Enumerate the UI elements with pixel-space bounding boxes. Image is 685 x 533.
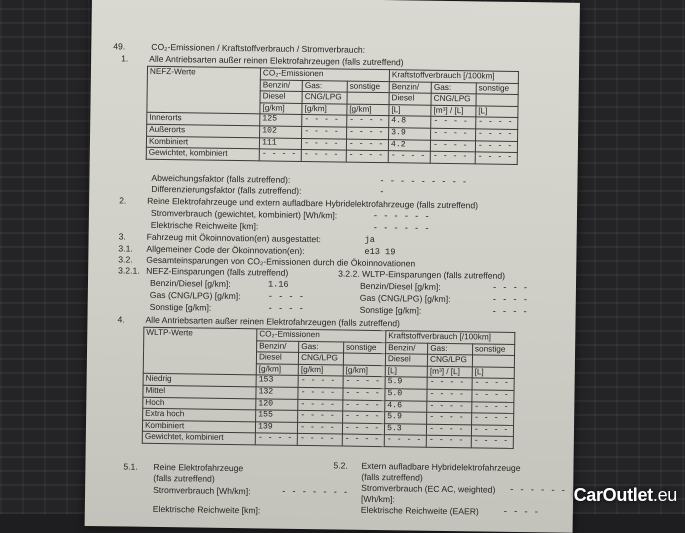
wltp-sub2: CNG/LPG bbox=[299, 353, 344, 365]
wltp-unit: [g/km] bbox=[298, 364, 343, 376]
s52-sub: (falls zutreffend) bbox=[361, 471, 423, 483]
wltp-saving-label: Sonstige [g/km]: bbox=[359, 304, 422, 316]
s3-text: Fahrzeug mit Ökoinnovation(en) ausgestattet: bbox=[146, 231, 322, 245]
s1-title: Alle Antriebsarten außer reinen Elektrofahrzeugen (falls zutreffend) bbox=[149, 53, 404, 68]
nefz-saving-label: Benzin/Diesel [g/km]: bbox=[149, 277, 231, 289]
stromverbrauch-label: Stromverbrauch (gewichtet, kombiniert) [Wh/km]: bbox=[150, 207, 338, 221]
wltp-saving-value: - - - - bbox=[491, 282, 529, 294]
cell-value: - - - - bbox=[475, 129, 517, 141]
cell-value: - - - - bbox=[471, 436, 513, 448]
s31-number: 3.1. bbox=[118, 243, 133, 254]
nefz-saving-value: 1.16 bbox=[267, 279, 289, 290]
cell-value: - - - - bbox=[343, 400, 385, 412]
wltp-unit: [m³] / [L] bbox=[427, 366, 472, 378]
cell-value: - - - - bbox=[431, 117, 476, 129]
cell-value: 3.9 bbox=[389, 128, 431, 140]
s51-number: 5.1. bbox=[123, 461, 138, 472]
cell-value: - - - - bbox=[427, 378, 472, 390]
row-label: Außerorts bbox=[147, 124, 260, 137]
s52-eaer-value: - - - - bbox=[502, 506, 540, 518]
row-label: Gewichtet, kombiniert bbox=[146, 147, 259, 160]
s4-number: 4. bbox=[117, 314, 125, 325]
wltp-saving-value: - - - - bbox=[491, 294, 528, 306]
nefz-unit: [L] bbox=[389, 104, 431, 116]
nefz-sub1: sonstige bbox=[347, 81, 389, 93]
section-number-49: 49. bbox=[113, 41, 126, 52]
wltp-sub1: Gas: bbox=[299, 341, 344, 353]
watermark-main: CarOutlet bbox=[573, 485, 653, 505]
cell-value: - - - - bbox=[427, 389, 472, 401]
cell-value: - - - - bbox=[430, 140, 475, 152]
cell-value: - - - - bbox=[475, 140, 517, 152]
row-label: Niedrig bbox=[143, 374, 256, 387]
cell-value: 4.2 bbox=[388, 139, 430, 151]
nefz-sub1: sonstige bbox=[476, 82, 518, 94]
abweichung-label: Abweichungsfaktor (falls zutreffend): bbox=[151, 172, 291, 185]
cell-value: - - - - bbox=[431, 128, 476, 140]
wltp-saving-label: Gas (CNG/LPG) [g/km]: bbox=[359, 292, 451, 305]
s51-title: Reine Elektrofahrzeuge bbox=[153, 461, 244, 474]
s4-title: Alle Antriebsarten außer reinen Elektrofahrzeugen (falls zutreffend) bbox=[145, 314, 400, 329]
s321-text: NEFZ-Einsparungen (falls zutreffend) bbox=[146, 265, 289, 278]
cell-value: 102 bbox=[260, 126, 302, 138]
cell-value: - - - - bbox=[346, 150, 388, 162]
s32-text: Gesamteinsparungen von CO₂-Emissionen durch die Ökoinnovationen bbox=[146, 254, 416, 269]
s3-number: 3. bbox=[118, 231, 126, 242]
cell-value: 139 bbox=[255, 422, 297, 434]
cell-value: - - - - bbox=[347, 115, 389, 127]
wltp-sub2 bbox=[472, 355, 514, 367]
s52-eaer-label: Elektrische Reichweite (EAER) bbox=[360, 504, 479, 517]
s2-number: 2. bbox=[119, 195, 127, 206]
row-label: Extra hoch bbox=[143, 408, 256, 421]
cell-value: 111 bbox=[259, 137, 301, 149]
cell-value: - - - - bbox=[342, 423, 384, 435]
nefz-sub1: Gas: bbox=[302, 80, 347, 92]
cell-value: - - - - bbox=[426, 436, 471, 448]
cell-value: 5.9 bbox=[385, 377, 427, 389]
nefz-saving-value: - - - - bbox=[267, 291, 304, 302]
differenzierung-value: - bbox=[379, 187, 385, 198]
nefz-sub2 bbox=[347, 92, 389, 104]
nefz-sub1: Benzin/ bbox=[260, 79, 302, 91]
cell-value: - - - - bbox=[298, 422, 343, 434]
cell-value: - - - - bbox=[298, 376, 343, 388]
nefz-sub2: Diesel bbox=[389, 93, 431, 105]
reichweite-label: Elektrische Reichweite [km]: bbox=[150, 219, 259, 232]
cell-value: 5.3 bbox=[384, 423, 426, 435]
cell-value: - - - - bbox=[298, 411, 343, 423]
s32-number: 3.2. bbox=[118, 254, 133, 265]
wltp-sub2: Diesel bbox=[256, 352, 298, 364]
cell-value: - - - - bbox=[472, 401, 514, 413]
abweichung-value: - - - - - - - - - bbox=[379, 176, 468, 188]
row-label: Mittel bbox=[143, 385, 256, 398]
nefz-unit: [g/km] bbox=[347, 104, 389, 116]
cell-value: - - - - bbox=[259, 149, 301, 161]
stromverbrauch-value: - - - - - - bbox=[372, 210, 430, 222]
wltp-unit: [L] bbox=[472, 367, 514, 379]
cell-value: 125 bbox=[260, 114, 302, 126]
cell-value: - - - - bbox=[471, 425, 513, 437]
nefz-header-co2: CO₂-Emissionen bbox=[260, 68, 389, 81]
cell-value: 4.8 bbox=[389, 116, 431, 128]
row-label: Innerorts bbox=[147, 113, 260, 126]
s51-strom-value: - - - - - - - bbox=[281, 486, 349, 498]
cell-value: - - - - bbox=[343, 388, 385, 400]
row-label: Kombiniert bbox=[146, 136, 259, 149]
nefz-unit: [g/km] bbox=[260, 103, 302, 115]
cell-value: - - - - bbox=[476, 117, 518, 129]
cell-value: - - - - bbox=[388, 151, 430, 163]
cell-value: - - - - bbox=[346, 139, 388, 151]
nefz-sub2 bbox=[476, 94, 518, 106]
nefz-unit: [L] bbox=[476, 106, 518, 118]
nefz-sub2: Diesel bbox=[260, 91, 302, 103]
nefz-header-label: NEFZ-Werte bbox=[147, 66, 261, 114]
nefz-unit: [g/km] bbox=[302, 103, 347, 115]
cell-value: 155 bbox=[256, 410, 298, 422]
cell-value: - - - - bbox=[342, 411, 384, 423]
reichweite-value: - - - - - - bbox=[372, 222, 430, 234]
cell-value: - - - - bbox=[297, 434, 342, 446]
nefz-table bbox=[146, 66, 519, 165]
caroutlet-watermark bbox=[574, 485, 677, 506]
s31-text: Allgemeiner Code der Ökoinnovation(en): bbox=[146, 243, 305, 256]
cell-value: 5.0 bbox=[385, 389, 427, 401]
nefz-unit: [m³] / [L] bbox=[431, 105, 476, 117]
wltp-sub2: Diesel bbox=[385, 354, 427, 366]
cell-value: 5.9 bbox=[385, 412, 427, 424]
s31-value: e13 19 bbox=[364, 246, 396, 258]
s51-sub: (falls zutreffend) bbox=[153, 472, 215, 484]
cell-value: - - - - bbox=[472, 390, 514, 402]
s52-strom-label: Stromverbrauch (EC AC, weighted) bbox=[361, 482, 496, 495]
wltp-sub1: Benzin/ bbox=[257, 340, 299, 352]
s52-unit: [Wh/km]: bbox=[360, 493, 395, 505]
row-label: Hoch bbox=[143, 397, 256, 410]
nefz-saving-label: Gas (CNG/LPG) [g/km]: bbox=[149, 289, 241, 302]
cell-value: - - - - bbox=[427, 401, 472, 413]
cell-value: - - - - bbox=[298, 387, 343, 399]
cell-value: - - - - bbox=[384, 435, 426, 447]
cell-value: - - - - bbox=[302, 115, 347, 127]
wltp-sub1: Gas: bbox=[428, 343, 473, 355]
cell-value: - - - - bbox=[472, 378, 514, 390]
cell-value: - - - - bbox=[346, 127, 388, 139]
cell-value: - - - - bbox=[302, 138, 347, 150]
s52-strom-value: - - - - - - bbox=[509, 484, 566, 496]
s52-number: 5.2. bbox=[333, 460, 348, 471]
watermark-tld: .eu bbox=[652, 485, 677, 505]
wltp-unit: [g/km] bbox=[256, 364, 298, 376]
wltp-saving-value: - - - - bbox=[491, 306, 528, 318]
cell-value: 4.6 bbox=[385, 400, 427, 412]
wltp-sub1: sonstige bbox=[472, 343, 514, 355]
s51-reich-label: Elektrische Reichweite [km]: bbox=[152, 503, 261, 516]
differenzierung-label: Differenzierungsfaktor (falls zutreffend): bbox=[151, 183, 302, 196]
cell-value: - - - - bbox=[471, 413, 513, 425]
s3-value: ja bbox=[364, 234, 376, 245]
cell-value: 132 bbox=[256, 387, 298, 399]
nefz-sub1: Gas: bbox=[431, 82, 476, 94]
wltp-header-label: WLTP-Werte bbox=[143, 327, 257, 375]
cell-value: - - - - bbox=[301, 150, 346, 162]
s1-number: 1. bbox=[121, 53, 129, 64]
cell-value: - - - - bbox=[427, 424, 472, 436]
wltp-table bbox=[142, 327, 516, 449]
s322-text: 3.2.2. WLTP-Einsparungen (falls zutreffend) bbox=[338, 268, 506, 281]
nefz-saving-value: - - - - bbox=[267, 303, 304, 314]
cell-value: - - - - bbox=[343, 376, 385, 388]
nefz-sub2: CNG/LPG bbox=[431, 93, 476, 105]
cell-value: - - - - bbox=[430, 151, 475, 163]
nefz-sub2: CNG/LPG bbox=[302, 92, 347, 104]
wltp-unit: [L] bbox=[385, 365, 427, 377]
document-page bbox=[85, 0, 580, 533]
nefz-saving-label: Sonstige [g/km]: bbox=[149, 301, 212, 313]
section-heading: CO₂-Emissionen / Kraftstoffverbrauch / Stromverbrauch: bbox=[151, 41, 366, 55]
s321-number: 3.2.1. bbox=[118, 265, 140, 276]
nefz-sub1: Benzin/ bbox=[389, 81, 431, 93]
s51-strom-label: Stromverbrauch [Wh/km]: bbox=[153, 484, 251, 497]
row-label: Kombiniert bbox=[142, 420, 255, 433]
nefz-header-fuel: Kraftstoffverbrauch [/100km] bbox=[389, 70, 518, 83]
wltp-sub2: CNG/LPG bbox=[427, 354, 472, 366]
wltp-sub1: Benzin/ bbox=[386, 342, 428, 354]
s2-title: Reine Elektrofahrzeuge und extern aufladbare Hybridelektrofahrzeuge (falls zutreffend) bbox=[147, 195, 479, 211]
row-label: Gewichtet, kombiniert bbox=[142, 432, 255, 445]
cell-value: - - - - bbox=[302, 126, 347, 138]
cell-value: - - - - bbox=[255, 433, 297, 445]
cell-value: - - - - bbox=[342, 434, 384, 446]
wltp-header-co2: CO₂-Emissionen bbox=[257, 329, 386, 342]
s52-title: Extern aufladbare Hybridelektrofahrzeuge bbox=[361, 460, 521, 474]
cell-value: 153 bbox=[256, 375, 298, 387]
cell-value: - - - - bbox=[427, 412, 472, 424]
wltp-unit: [g/km] bbox=[343, 365, 385, 377]
cell-value: - - - - bbox=[298, 399, 343, 411]
wltp-header-fuel: Kraftstoffverbrauch [/100km] bbox=[386, 331, 515, 344]
wltp-sub2 bbox=[343, 353, 385, 365]
cell-value: - - - - bbox=[475, 152, 517, 164]
cell-value: 120 bbox=[256, 398, 298, 410]
wltp-sub1: sonstige bbox=[343, 342, 385, 354]
wltp-saving-label: Benzin/Diesel [g/km]: bbox=[359, 280, 441, 292]
